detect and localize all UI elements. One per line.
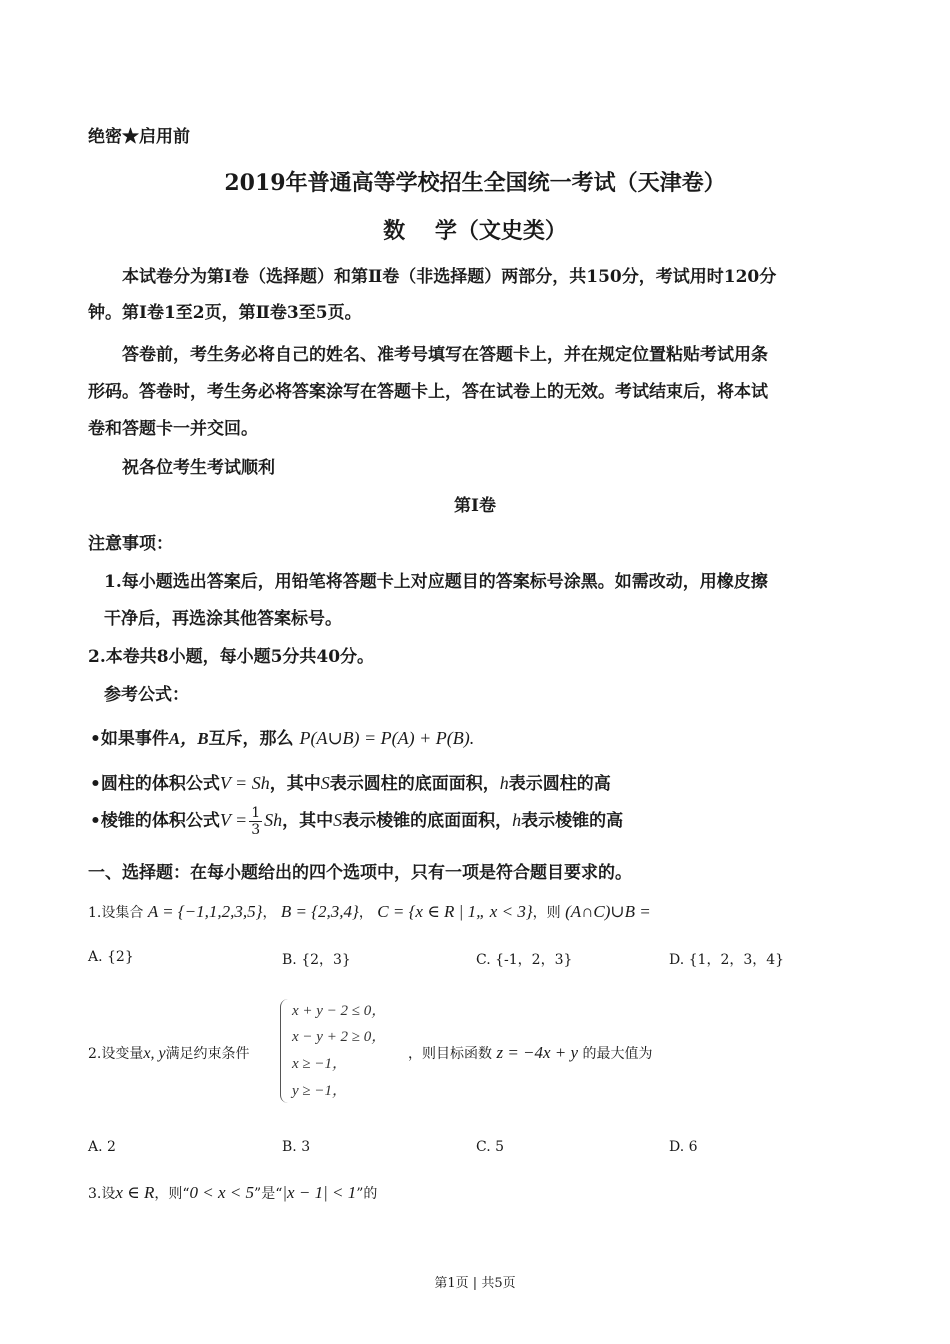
q1-prefix: 1.设集合 [88,905,144,921]
note1-line1: 1.每小题选出答案后，用铅笔将答题卡上对应题目的答案标号涂黑。如需改动，用橡皮擦 [104,572,768,592]
q1-setC: C = {x ∈ R | 1„ x < 3} [377,902,533,921]
notes-title: 注意事项： [88,534,173,554]
formula3-fraction [249,805,262,838]
constraint-3: x ≥ −1， [292,1056,348,1072]
q3-suffix: ”的 [356,1186,378,1202]
formula2-text2: ，其中 [269,774,321,794]
q2-option-d[interactable]: D. 6 [669,1139,698,1155]
q2-option-a[interactable]: A. 2 [88,1139,116,1155]
formula-pyramid [90,805,623,838]
ref-formula-title: 参考公式： [104,685,189,705]
question-2-prefix [88,1043,250,1063]
fraction-denominator: 3 [251,822,261,838]
intro-p2-line2: 形码。答卷时，考生务必将答案涂写在答题卡上，答在试卷上的无效。考试结束后，将本试 [88,382,768,402]
note2: 2.本卷共8小题，每小题5分共40分。 [88,647,375,667]
q2-option-c[interactable]: C. 5 [476,1139,505,1155]
page-footer: 第1页 | 共5页 [434,1276,516,1291]
formula3-S: S [333,810,343,830]
q1-sep3: ，则 [532,905,561,921]
formula1-math: P(A∪B) = P(A) + P(B). [299,728,475,748]
constraint-1: x + y − 2 ≤ 0， [292,1003,387,1019]
question-1 [88,902,651,922]
q1-option-a[interactable]: A. {2} [88,949,134,965]
formula1-text2: 互斥，那么 [208,729,294,749]
q1-expr: (A∩C)∪B = [565,902,651,921]
q2-objective: z = −4x + y [496,1043,579,1062]
left-brace-icon [280,999,291,1103]
formula3-math-right: Sh [264,810,283,830]
intro-p2-line1: 答卷前，考生务必将自己的姓名、准考号填写在答题卡上，并在规定位置粘贴考试用条 [122,345,768,365]
q3-cond1: 0 < x < 5 [189,1183,255,1202]
formula1-vars: A，B [168,729,209,748]
formula3-math-left: V = [219,810,248,830]
formula2-h: h [499,773,509,793]
q2-suffix1: ，则目标函数 [408,1046,492,1062]
fraction-numerator: 1 [251,805,261,821]
q3-cond2: |x − 1| < 1 [282,1183,357,1202]
formula2-text3: 表示圆柱的底面面积， [329,774,500,794]
q2-text: 满足约束条件 [165,1046,250,1062]
formula3-text3: 表示棱锥的底面面积， [342,811,513,831]
volume-heading: 第Ⅰ卷 [454,496,496,516]
subject-title: 数 学（文史类） [383,218,567,244]
q3-cond0: x ∈ R [115,1183,155,1202]
exam-title: 2019年普通高等学校招生全国统一考试（天津卷） [224,170,726,196]
part1-heading: 一、选择题：在每小题给出的四个选项中，只有一项是符合题目要求的。 [88,863,632,883]
constraint-4: y ≥ −1， [292,1083,348,1099]
note1-line2: 干净后，再选涂其他答案标号。 [104,609,342,629]
formula2-S: S [320,773,330,793]
q2-prefix: 2.设变量 [88,1046,144,1062]
q3-mid2: ”是“ [254,1186,283,1202]
intro-p1-line1: 本试卷分为第Ⅰ卷（选择题）和第Ⅱ卷（非选择题）两部分，共150分，考试用时120分 [122,267,777,287]
q3-prefix: 3.设 [88,1186,116,1202]
formula-addition [90,724,474,749]
q3-mid1: ，则“ [154,1186,190,1202]
question-2-suffix [408,1043,653,1063]
q1-sep1: ， [262,905,277,921]
q2-vars: x, y [143,1045,166,1062]
q1-option-b[interactable]: B. {2，3} [282,952,351,968]
intro-p2-line3: 卷和答题卡一并交回。 [88,419,258,439]
q1-option-d[interactable]: D. {1，2，3，4} [669,952,785,968]
constraint-system [280,997,402,1109]
formula2-math: V = Sh [219,773,270,793]
constraint-2: x − y + 2 ≥ 0， [292,1029,387,1045]
q1-setA: A = {−1,1,2,3,5} [147,902,263,921]
q1-sep2: ， [358,905,373,921]
q1-option-c[interactable]: C. {-1，2，3} [476,952,573,968]
formula3-text2: ，其中 [282,811,334,831]
q2-suffix2: 的最大值为 [582,1046,653,1062]
wish-text: 祝各位考生考试顺利 [122,458,275,478]
formula3-text: •棱锥的体积公式 [90,811,220,831]
formula-cylinder [90,769,611,794]
formula2-text4: 表示圆柱的高 [508,774,611,794]
q2-option-b[interactable]: B. 3 [282,1139,311,1155]
formula3-text4: 表示棱锥的高 [521,811,624,831]
q1-setB: B = {2,3,4} [280,902,359,921]
secret-label: 绝密★启用前 [88,127,190,147]
formula3-h: h [512,810,522,830]
question-3 [88,1183,377,1203]
formula2-text: •圆柱的体积公式 [90,774,220,794]
formula1-text: •如果事件 [90,729,169,749]
intro-p1-line2: 钟。第Ⅰ卷1至2页，第Ⅱ卷3至5页。 [88,303,362,323]
